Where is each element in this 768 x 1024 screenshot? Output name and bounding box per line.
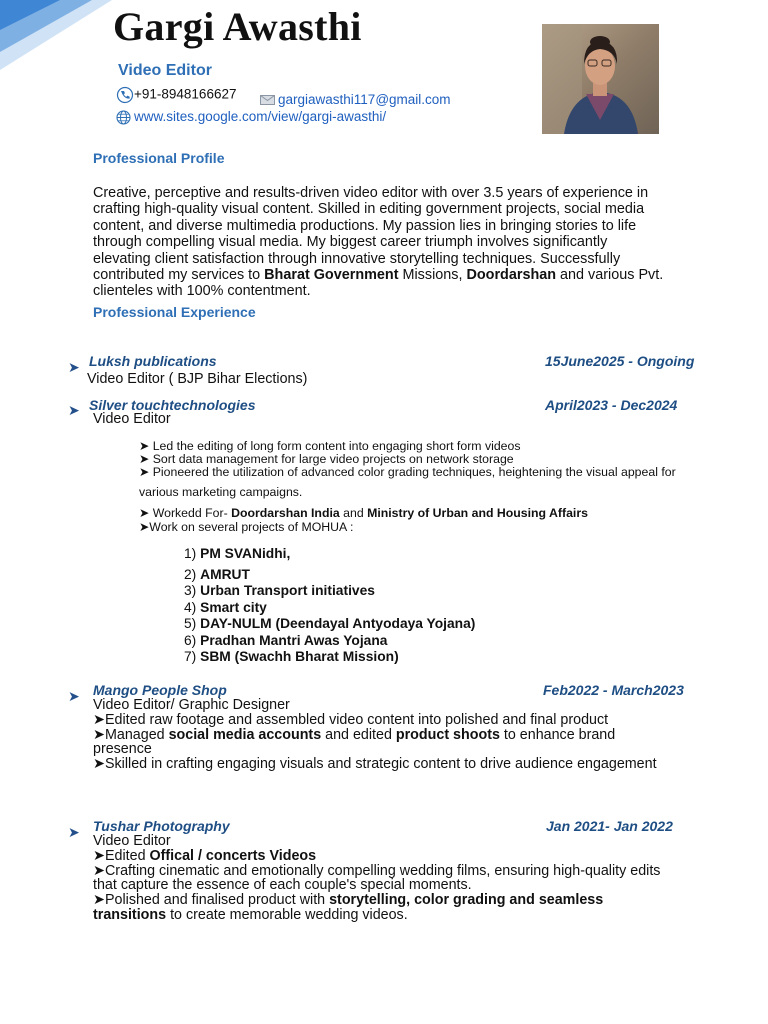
job-bullet-continued: presence [93, 741, 152, 758]
job-bullet: ➤Managed social media accounts and edited product shoots to enhance brand [93, 726, 616, 743]
job-bullet: ➤Crafting cinematic and emotionally compelling wedding films, ensuring high-quality edits [93, 862, 661, 879]
job-bullet: ➤ Sort data management for large video projects on network storage [139, 452, 514, 466]
job-bullet: ➤Skilled in crafting engaging visuals and strategic content to drive audience engagement [93, 756, 657, 773]
project-item: 2) AMRUT [184, 566, 250, 582]
job-bullet: ➤Edited raw footage and assembled video content into polished and final product [93, 711, 609, 728]
email-link[interactable]: gargiawasthi117@gmail.com [278, 92, 451, 107]
profile-line: Creative, perceptive and results-driven video editor with over 3.5 years of experience in [93, 185, 649, 201]
candidate-name: Gargi Awasthi [113, 4, 362, 49]
email-contact[interactable] [260, 92, 451, 107]
phone-contact [116, 86, 236, 104]
project-item: 1) PM SVANidhi, [184, 546, 291, 561]
mohua-line: ➤Work on several projects of MOHUA : [139, 520, 354, 534]
profile-heading: Professional Profile [93, 150, 225, 166]
job-role: Video Editor/ Graphic Designer [93, 697, 290, 713]
company-name: Silver touchtechnologies [89, 397, 256, 413]
job-details [93, 834, 733, 923]
arrow-bullet-icon: ➤ [68, 688, 80, 704]
profile-line: clienteles with 100% contentment. [93, 283, 311, 300]
company-name: Tushar Photography [93, 818, 230, 834]
job-title: Video Editor [118, 62, 212, 79]
arrow-bullet-icon: ➤ [68, 359, 80, 375]
experience-heading: Professional Experience [93, 304, 256, 320]
job-bullet-continued: various marketing campaigns. [139, 485, 303, 499]
project-item: 6) Pradhan Mantri Awas Yojana [184, 632, 388, 648]
profile-line: crafting high-quality visual content. Skilled in editing government projects, social media [93, 201, 645, 218]
profile-photo [542, 24, 659, 134]
phone-icon [116, 86, 134, 104]
job-bullet: ➤Polished and finalised product with storytelling, color grading and seamless [93, 892, 604, 909]
job-bullet-continued: transitions to create memorable wedding videos. [93, 906, 408, 923]
project-item: 3) Urban Transport initiatives [184, 583, 375, 598]
worked-for-line: ➤ Workedd For- Doordarshan India and Ministry of Urban and Housing Affairs [139, 506, 588, 520]
project-item: 4) Smart city [184, 599, 267, 615]
job-dates: April2023 - Dec2024 [545, 397, 678, 413]
project-list [184, 546, 475, 666]
job-dates: Jan 2021- Jan 2022 [546, 818, 673, 834]
job-dates: Feb2022 - March2023 [543, 682, 684, 698]
website-contact[interactable] [116, 109, 386, 125]
profile-line: contributed my services to Bharat Government Missions, Doordarshan and various Pvt. [93, 267, 664, 284]
company-name: Mango People Shop [93, 682, 227, 698]
job-bullet-continued: that capture the essence of each couple's special moments. [93, 877, 472, 894]
profile-line: content, and diverse multimedia productions. My passion lies in bringing stories to life [93, 217, 637, 234]
job-details [93, 698, 733, 772]
project-item: 5) DAY-NULM (Deendayal Antyodaya Yojana) [184, 616, 476, 631]
job-bullet: ➤ Led the editing of long form content into engaging short form videos [139, 439, 521, 453]
globe-icon [116, 110, 131, 125]
arrow-bullet-icon: ➤ [68, 402, 80, 418]
job-role: Video Editor [93, 411, 171, 427]
corner-decoration [0, 0, 120, 80]
profile-line: elevating client satisfaction through innovative storytelling techniques. Successfully [93, 250, 621, 267]
job-bullet: ➤ Pioneered the utilization of advanced color grading techniques, heightening the visual appeal for [139, 465, 676, 479]
profile-paragraph [93, 185, 764, 300]
job-role: Video Editor [93, 833, 171, 849]
job-dates: 15June2025 - Ongoing [545, 353, 695, 369]
job-bullet: ➤Edited Offical / concerts Videos [93, 847, 317, 864]
phone-number: +91-8948166627 [134, 86, 237, 102]
project-item: 7) SBM (Swachh Bharat Mission) [184, 649, 399, 664]
profile-line: through compelling visual media. My biggest career triumph involves significantly [93, 234, 608, 251]
website-link[interactable]: www.sites.google.com/view/gargi-awasthi/ [134, 109, 387, 124]
company-name: Luksh publications [89, 353, 217, 369]
arrow-bullet-icon: ➤ [68, 824, 80, 840]
mail-icon [260, 95, 275, 105]
job-role: Video Editor ( BJP Bihar Elections) [87, 371, 308, 387]
